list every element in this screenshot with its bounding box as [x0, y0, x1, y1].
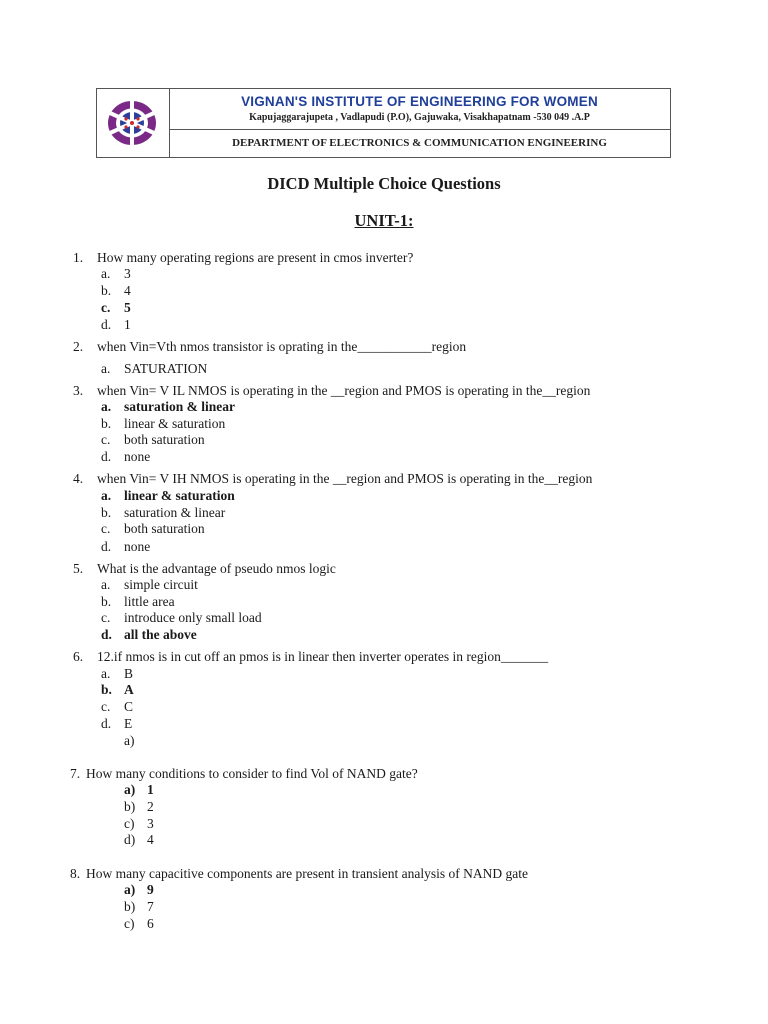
question-number: 6. — [73, 649, 84, 664]
header-divider — [169, 129, 670, 130]
question-number: 7. — [70, 766, 81, 781]
question-text: when Vin= V IL NMOS is operating in the __region and PMOS is operating in the__region — [97, 383, 591, 398]
logo-cell — [97, 89, 170, 157]
question-number: 1. — [73, 250, 84, 265]
unit-heading: UNIT-1: — [354, 211, 414, 230]
question-number: 5. — [73, 561, 84, 576]
department-name: DEPARTMENT OF ELECTRONICS & COMMUNICATION ENGINEERING — [232, 137, 607, 149]
question-text: How many operating regions are present in cmos inverter? — [97, 250, 414, 265]
question-number: 3. — [73, 383, 84, 398]
question-text: when Vin=Vth nmos transistor is oprating in the___________region — [97, 339, 467, 354]
question-text: What is the advantage of pseudo nmos logic — [97, 561, 336, 576]
institute-address: Kapujaggarajupeta , Vadlapudi (P.O), Gajuwaka, Visakhapatnam -530 049 .A.P — [249, 112, 590, 123]
institute-name: VIGNAN'S INSTITUTE OF ENGINEERING FOR WOMEN — [241, 94, 598, 109]
document-title: DICD Multiple Choice Questions — [267, 174, 501, 193]
question-number: 8. — [70, 866, 81, 881]
question-number: 4. — [73, 471, 84, 486]
question-text: 12.if nmos is in cut off an pmos is in linear then inverter operates in region_______ — [97, 649, 549, 664]
question-text: How many capacitive components are present in transient analysis of NAND gate — [86, 866, 528, 881]
institute-logo-icon — [106, 99, 158, 147]
question-text: How many conditions to consider to find Vol of NAND gate? — [86, 766, 418, 781]
question-number: 2. — [73, 339, 84, 354]
institute-header — [96, 88, 671, 158]
question-text: when Vin= V IH NMOS is operating in the __region and PMOS is operating in the__region — [97, 471, 593, 486]
